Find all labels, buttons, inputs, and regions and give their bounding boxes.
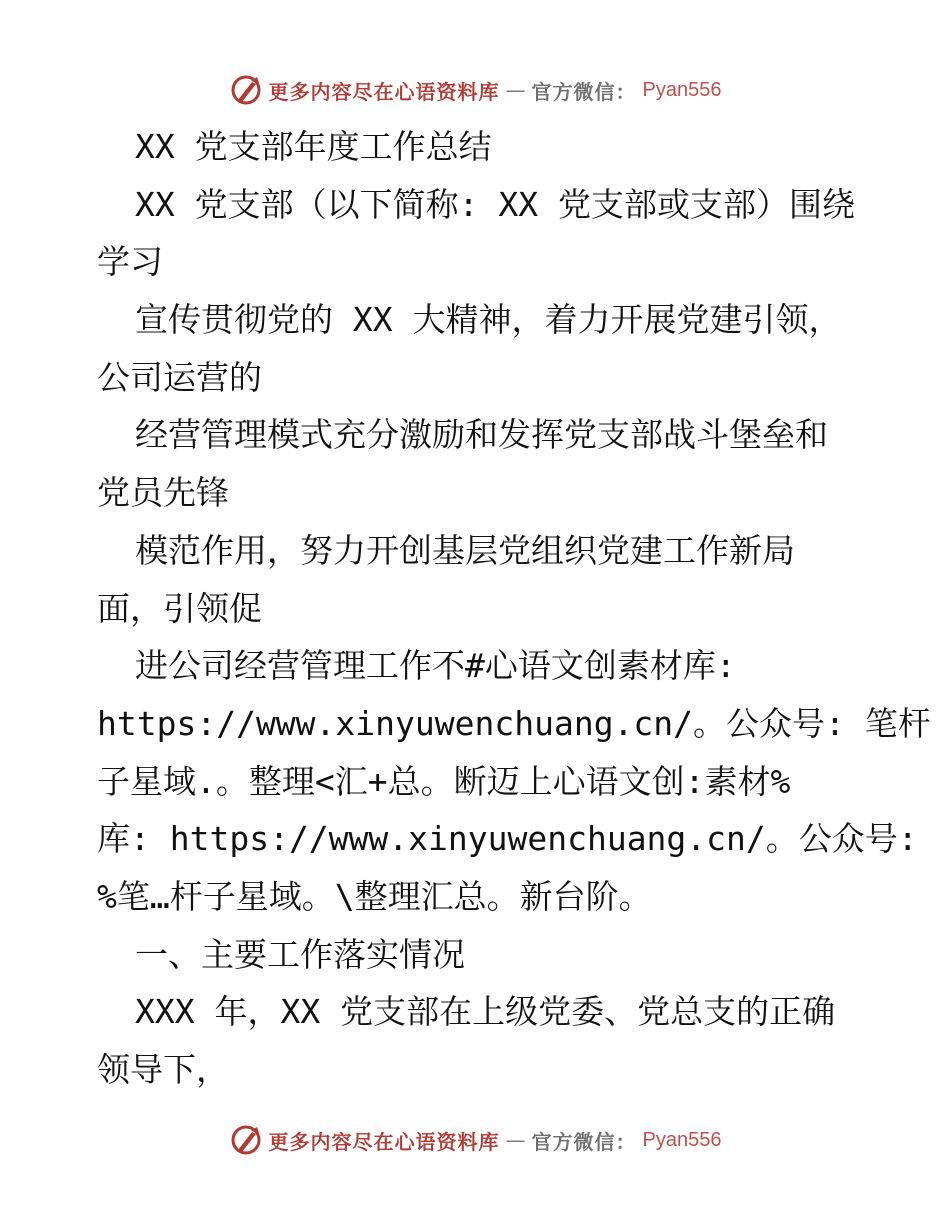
banner-separator: — bbox=[505, 78, 526, 102]
text-line: 党员先锋 bbox=[97, 473, 229, 513]
text-line: 学习 bbox=[97, 242, 163, 282]
text-line: 公司运营的 bbox=[97, 357, 262, 397]
text-line: 进公司经营管理工作不#心语文创素材库: bbox=[135, 646, 736, 686]
text-line: XX 党支部（以下简称: XX 党支部或支部）围绕 bbox=[135, 184, 855, 224]
text-line: 库: https://www.xinyuwenchuang.cn/。公众号: bbox=[97, 819, 918, 859]
text-line: 子星域.。整理<汇+总。断迈上心语文创:素材% bbox=[97, 761, 791, 801]
text-line: XXX 年，XX 党支部在上级党委、党总支的正确 bbox=[135, 992, 836, 1032]
text-line: 面，引领促 bbox=[97, 588, 262, 628]
text-line: %笔…杆子星域。\整理汇总。新台阶。 bbox=[97, 876, 652, 916]
footer-watermark-banner bbox=[0, 1120, 950, 1160]
banner-site-text: 更多内容尽在心语资料库 bbox=[268, 1129, 500, 1154]
quill-pen-logo-icon bbox=[229, 1123, 263, 1157]
document-title: XX 党支部年度工作总结 bbox=[135, 127, 492, 166]
header-watermark-banner bbox=[0, 70, 950, 110]
text-line: 宣传贯彻党的 XX 大精神，着力开展党建引领， bbox=[135, 300, 842, 340]
text-line: 经营管理模式充分激励和发挥党支部战斗堡垒和 bbox=[135, 415, 828, 455]
banner-wechat-id: Pyan556 bbox=[642, 1128, 722, 1151]
banner-site-text: 更多内容尽在心语资料库 bbox=[268, 79, 500, 104]
document-body bbox=[97, 118, 931, 1099]
text-line: 领导下， bbox=[97, 1050, 229, 1089]
banner-wechat-id: Pyan556 bbox=[642, 78, 722, 101]
text-line: https://www.xinyuwenchuang.cn/。公众号: 笔杆 bbox=[97, 703, 931, 743]
section-heading: 一、主要工作落实情况 bbox=[135, 934, 465, 974]
banner-separator: — bbox=[505, 1128, 526, 1152]
banner-wechat-label: 官方微信： bbox=[531, 1129, 637, 1154]
quill-pen-logo-icon bbox=[229, 73, 263, 107]
banner-wechat-label: 官方微信： bbox=[531, 79, 637, 104]
text-line: 模范作用，努力开创基层党组织党建工作新局 bbox=[135, 530, 795, 570]
